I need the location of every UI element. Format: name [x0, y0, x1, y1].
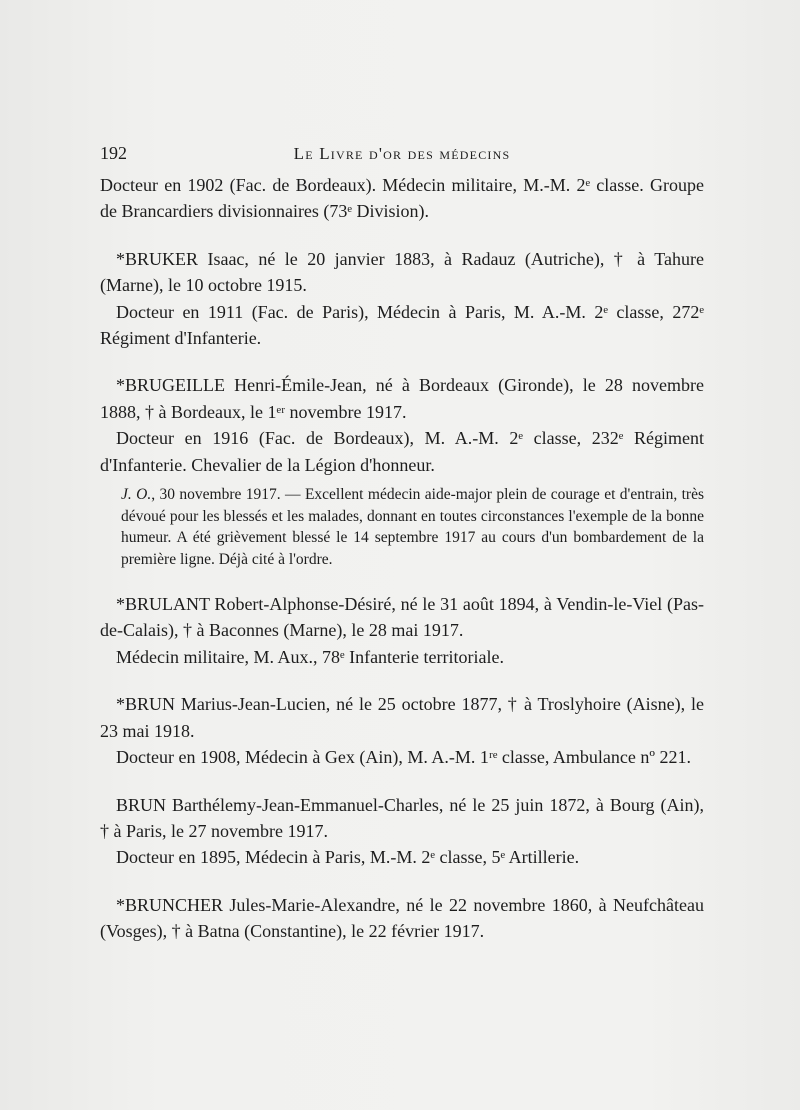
- entry-continuation: [100, 172, 704, 225]
- page-body: [100, 172, 704, 966]
- entry-name-line: BRUN Barthélemy-Jean-Emmanuel-Charles, né le 25 juin 1872, à Bourg (Ain), † à Paris, le 27 novembre 1917.: [100, 794, 704, 841]
- entry-bruker: [100, 246, 704, 352]
- running-title: Le Livre d'or des médecins: [293, 144, 511, 163]
- entry-name-line: *BRUKER Isaac, né le 20 janvier 1883, à Radauz (Autriche), † à Tahure (Marne), le 10 octobre 1915.: [100, 248, 704, 296]
- entry-career: Docteur en 1908, Médecin à Gex (Ain), M. A.-M. 1ʳᵉ classe, Ambulance nº 221.: [116, 747, 691, 768]
- entry-brugeille: [100, 372, 704, 570]
- entry-career: Docteur en 1911 (Fac. de Paris), Médecin à Paris, M. A.-M. 2ᵉ classe, 272ᵉ Régiment d'Infanterie.: [100, 301, 704, 349]
- entry-career: Médecin militaire, M. Aux., 78ᵉ Infanterie territoriale.: [116, 646, 504, 667]
- entry-career: Docteur en 1902 (Fac. de Bordeaux). Médecin militaire, M.-M. 2ᵉ classe. Groupe de Brancardiers divisionnaires (73ᵉ Division).: [100, 175, 704, 222]
- entry-name-line: *BRUGEILLE Henri-Émile-Jean, né à Bordeaux (Gironde), le 28 novembre 1888, † à Bordeaux, le 1ᵉʳ novembre 1917.: [100, 375, 704, 422]
- entry-bruncher: [100, 892, 704, 945]
- entry-name-line: *BRUN Marius-Jean-Lucien, né le 25 octobre 1877, † à Troslyhoire (Aisne), le 23 mai 1918.: [100, 694, 704, 741]
- citation-text: , 30 novembre 1917. — Excellent médecin aide-major plein de courage et d'entrain, très dévoué pour les blessés et les malades, donnant en toutes circonstances l'exemple de la bonne humeur. A été grièvement blessé le 14 septembre 1917 au cours d'un bombardement de la première ligne. Déjà cité à l'ordre.: [121, 486, 705, 568]
- entry-name-line: *BRUNCHER Jules-Marie-Alexandre, né le 22 novembre 1860, à Neufchâteau (Vosges), † à Batna (Constantine), le 22 février 1917.: [100, 894, 704, 942]
- citation-block: [100, 484, 704, 570]
- citation-source: J. O.: [121, 486, 152, 504]
- page-number: 192: [100, 143, 127, 163]
- entry-brun-barthelemy: [100, 792, 704, 871]
- entry-career: Docteur en 1895, Médecin à Paris, M.-M. 2ᵉ classe, 5ᵉ Artillerie.: [116, 847, 580, 868]
- entry-career: Docteur en 1916 (Fac. de Bordeaux), M. A.-M. 2ᵉ classe, 232ᵉ Régiment d'Infanterie. Chevalier de la Légion d'honneur.: [100, 428, 704, 475]
- page-header: [100, 143, 704, 167]
- entry-brulant: [100, 591, 704, 670]
- entry-brun-marius: [100, 691, 704, 770]
- entry-name-line: *BRULANT Robert-Alphonse-Désiré, né le 31 août 1894, à Vendin-le-Viel (Pas-de-Calais), † à Baconnes (Marne), le 28 mai 1917.: [100, 594, 704, 641]
